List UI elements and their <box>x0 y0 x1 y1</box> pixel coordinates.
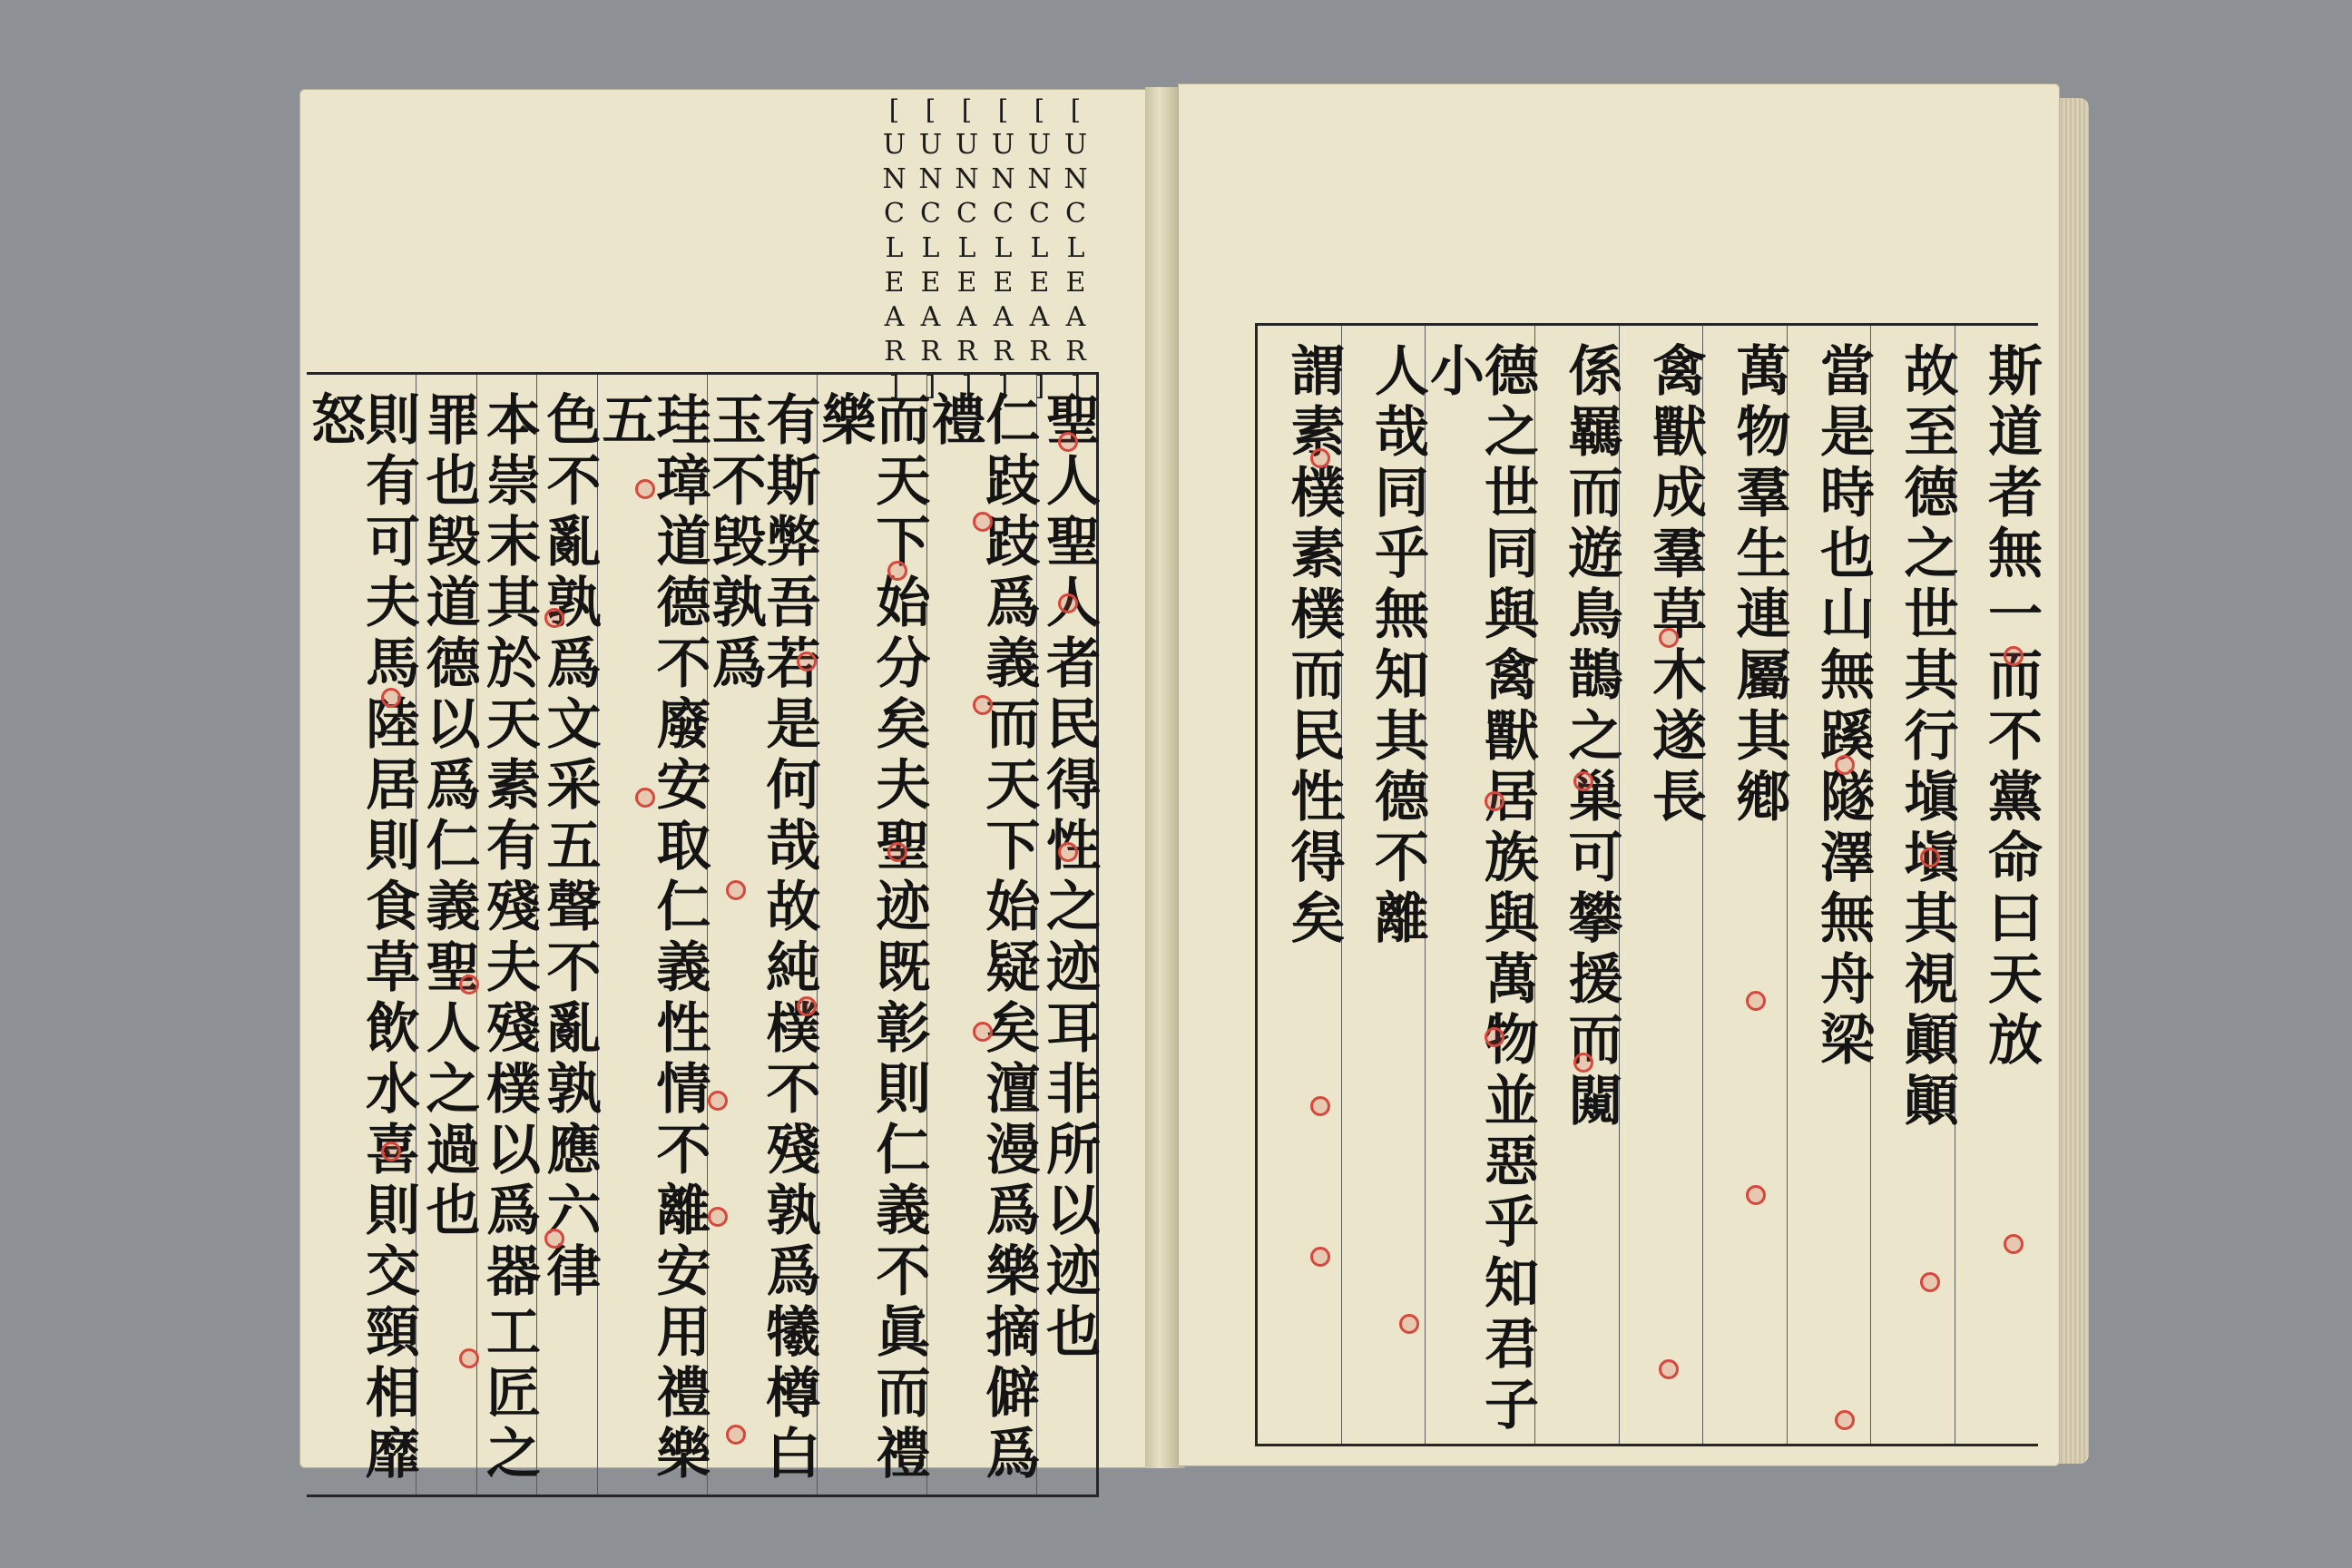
red-mark <box>1058 593 1078 613</box>
red-mark <box>973 512 993 532</box>
text-column: 德之世同與禽獸居族與萬物並惡乎知君子小 <box>1426 326 1535 1444</box>
red-mark <box>1399 1314 1419 1334</box>
red-mark <box>381 688 401 708</box>
red-mark <box>635 788 655 808</box>
red-mark <box>544 608 564 628</box>
annotation-column: [UNCLEAR] <box>987 94 1019 405</box>
red-mark <box>2004 646 2024 666</box>
red-mark <box>726 880 746 900</box>
red-mark <box>973 695 993 715</box>
red-mark <box>1310 448 1330 468</box>
text-column: 本崇末其於天素有殘夫殘樸以爲器工匠之 <box>477 375 538 1494</box>
red-mark <box>797 652 817 671</box>
text-column: 謂素樸素樸而民性得矣 <box>1258 326 1342 1444</box>
red-mark <box>459 975 479 995</box>
red-mark <box>1835 1410 1855 1430</box>
annotation-column: [UNCLEAR] <box>1060 94 1092 405</box>
red-mark <box>797 996 817 1016</box>
text-column: 而天下始分矣夫聖迹既彰則仁義不眞而禮樂 <box>818 375 927 1494</box>
text-column: 當是時也山無蹊隧澤無舟梁 <box>1788 326 1872 1444</box>
red-mark <box>1573 771 1593 791</box>
red-mark <box>1573 1053 1593 1073</box>
red-mark <box>1835 755 1855 775</box>
text-column: 罪也毁道德以爲仁義聖人之過也 <box>416 375 477 1494</box>
red-mark <box>544 1229 564 1249</box>
annotation-column: [UNCLEAR] <box>915 94 946 405</box>
red-mark <box>1920 1272 1940 1292</box>
annotation-column: [UNCLEAR] <box>951 94 983 405</box>
text-column: 有斯弊吾若是何哉故純樸不殘孰爲犧樽白玉不毁孰爲 <box>708 375 818 1494</box>
red-mark <box>708 1207 728 1227</box>
red-mark <box>635 479 655 499</box>
page-edges <box>2058 98 2089 1464</box>
red-mark <box>887 842 907 862</box>
text-column: 聖人聖人者民得性之迹耳非所以迹也 <box>1037 391 1101 1364</box>
red-mark <box>1659 1359 1679 1379</box>
red-mark <box>1058 432 1078 452</box>
text-column: 珪璋道德不廢安取仁義性情不離安用禮樂五 <box>598 375 708 1494</box>
red-mark <box>1485 1027 1504 1047</box>
red-mark <box>1746 991 1766 1011</box>
left-page <box>299 89 1152 1485</box>
red-mark <box>973 1022 993 1042</box>
marginal-annotation <box>690 94 1092 405</box>
text-column: 仁跂跂爲義而天下始疑矣澶漫爲樂摘僻爲禮 <box>927 375 1037 1494</box>
text-column: 斯道者無一而不黨命曰天放 <box>1979 342 2043 1072</box>
text-column: 色不亂孰爲文采五聲不亂孰應六律 <box>537 375 598 1494</box>
red-mark <box>726 1425 746 1445</box>
red-mark <box>381 1142 401 1161</box>
red-mark <box>2004 1234 2024 1254</box>
right-page <box>1178 83 2060 1466</box>
text-column: 禽獸成羣草木遂長 <box>1620 326 1704 1444</box>
red-mark <box>1310 1096 1330 1116</box>
text-column: 萬物羣生連屬其鄕 <box>1703 326 1788 1444</box>
text-column: 則有可夫馬陸居則食草飲水喜則交頸相靡怒 <box>307 375 416 1494</box>
text-column: 係羈而遊鳥鵲之巢可攀援而闚 <box>1535 326 1620 1444</box>
red-mark <box>1920 848 1940 867</box>
red-mark <box>1659 628 1679 648</box>
text-column: 人哉同乎無知其德不離 <box>1342 326 1426 1444</box>
red-mark <box>1746 1185 1766 1205</box>
red-mark <box>1310 1247 1330 1267</box>
text-column: 故至德之世其行塡塡其視顚顚 <box>1871 326 1955 1444</box>
red-mark <box>459 1348 479 1368</box>
red-mark <box>708 1091 728 1111</box>
red-mark <box>1485 791 1504 811</box>
annotation-column: [UNCLEAR] <box>878 94 910 405</box>
text-frame <box>302 372 1101 1497</box>
annotation-column: [UNCLEAR] <box>1024 94 1055 405</box>
red-mark <box>887 561 907 581</box>
red-mark <box>1058 842 1078 862</box>
